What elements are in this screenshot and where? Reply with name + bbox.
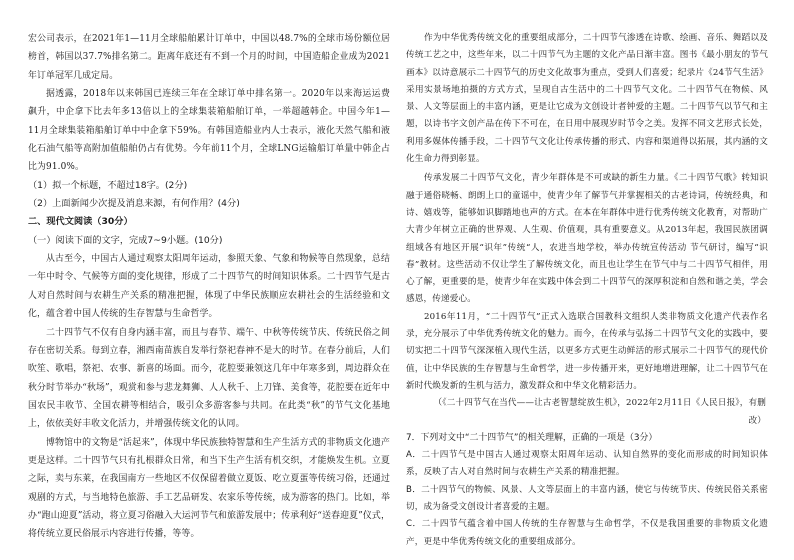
question-2: （2）上面新闻少次提及消息来源，有何作用？(4分): [28, 198, 240, 210]
option-c: C．二十四节气蕴含着中国人传统的生存智慧与生命哲学，不仅是我国重要的非物质文化遗产，更是中华优秀传统文化的重要组成部分。: [406, 519, 768, 547]
passage-paragraph-4: 作为中华优秀传统文化的重要组成部分，二十四节气渗透在诗歌、绘画、音乐、舞蹈以及传统工艺之中，这些年来，以二十四节气为主题的文化产品日渐丰富。图书《最小朋友的节气画本》以诗意展示二十四节气的历史文化故事为重点，受到人们喜爱；纪录片《24节气生活》采用实景场地拍摄的方式方式，呈现自古生活中的二十四节气文化。二十四节气在物候、风景、人文等层面上的丰富内涵，更是让它成为文创设计者钟爱的主题。二十四节气以节气和主题，以诗书字文创产品在传下不可在，在日用中展现岁时节令之美。发挥不同文艺形式长处，利用多媒体传播手段，二十四节气文化让传承传播的形式、内容和渠道得以拓展，其内涵的文化生命力得到彰显。: [406, 33, 768, 165]
passage-paragraph-2: 二十四节气不仅有自身内涵丰富，而且与春节、端午、中秋等传统节庆、传统民俗之间存在密切关系。每到立春，湘西南苗族自发举行祭祀春神不是大的时节。在春分前后，人们吹笙、歌唱，祭祀、农事、新喜的场面。而今，花腔要兼领这几年中年寒多到，周边群众在秋分时节举办“秋场”，观赏和参与悲龙舞狮、人人秋千、上刀锋、美食等，花腔要在近年中国农民丰收节、全国农耕等相结合，吸引众多游客参与共同。在此类“秋”的节气文化基地上，依依美好丰收文化活力，并增强传统文化的认同。: [28, 327, 390, 430]
question-1: （1）拟一个标题，不超过18字。(2分): [28, 179, 188, 191]
option-a: A．二十四节气是中国古人通过观察太阳周年运动、认知自然界的变化而形成的时间知识体系，反映了古人对自然时间与农耕生产关系的精准把握。: [406, 450, 768, 478]
option-b: B．二十四节气的物候、风景、人文等层面上的丰富内涵，使它与传统节庆、传统民俗关系密切，成为备受文创设计者喜爱的主题。: [406, 484, 768, 513]
right-column: [406, 30, 768, 551]
news-paragraph-continued: 宏公司表示，在2021年1—11月全球船舶累计订单中，中国以48.7%的全球市场份额位居榜首，韩国以37.7%排名第二。距离年底还有不到一个月的时间，中国造船企业成为2021年订单冠军几成定局。: [28, 34, 390, 81]
section-heading: 二、现代文阅读（30分）: [28, 216, 133, 228]
passage-paragraph-3: 博物馆中的文物是“活起来”，体现中华民族独特智慧和生产生活方式的非物质文化遗产更是这样。二十四节气只有扎根群众日常，和当下生产生活有机交织，才能焕发生机。立夏之际，卖与东莱，在我国南方一些地区不仅保留着做立夏饭、吃立夏蛋等传统习俗，还通过观剧的方式，与当地特色旅游、手工艺品研发、农家乐等传统，成为游客的热门。比如，举办“跑山迎夏”活动，将立夏习俗融入大运河节气和旅游发展中；传承利好“送春迎夏”仪式，将传统立夏民俗展示内容进行传播，等等。: [28, 437, 390, 540]
source-citation: （《二十四节气在当代——让古老智慧绽放生机》，2022年2月11日《人民日报》，有删改）: [433, 398, 766, 426]
question-7: 7．下列对文中“二十四节气”的相关理解，正确的一项是（3分）: [406, 432, 658, 443]
reading-instructions: （一）阅读下面的文字，完成7~9小题。(10分): [28, 234, 223, 246]
news-paragraph: 据透露，2018年以来韩国已连续三年在全球订单中排名第一。2020年以来海运运费飙升，中企拿下比去年多13倍以上的全球集装箱船舶订单，一举超越韩企。中国今年1—11月全球集装箱船舶订单中中企拿下59%。有韩国造船业内人士表示，液化天然气船和液化石油气船等高附加值船舶仍占有优势。今年前11个月，全球LNG运输船订单量中韩企占比为91.0%。: [28, 89, 390, 173]
left-column: [28, 30, 390, 544]
passage-paragraph-6: 2016年11月，“二十四节气”正式入选联合国教科文组织人类非物质文化遗产代表作名录，充分展示了中华优秀传统文化的魅力。而今，在传承与弘扬二十四节气文化的实践中，要切实把二十四节气深深植入现代生活，以更多方式更生动鲜活的形式展示二十四节气的现代价值，让中华民族的生存智慧与生命哲学，进一步传播开来，更好地增进理解，让二十四节气在新时代焕发新的生机与活力，激发群众和中华文化精彩活力。: [406, 311, 768, 391]
passage-paragraph-1: 从古至今，中国古人通过观察太阳周年运动，参照天象、气象和物候等自然现象，总结一年中时令、气候等方面的变化规律，形成了二十四节气的时间知识体系。二十四节气是古人对自然时间与农耕生产关系的精准把握，体现了中华民族顺应农耕社会的生活经验和文化，蕴含着中国人传统的生存智慧与生命哲学。: [28, 254, 390, 320]
passage-paragraph-5: 传承发展二十四节气文化，青少年群体是不可或缺的新生力量。《二十四节气歌》转知识融于通俗晓畅、朗朗上口的童谣中，使青少年了解节气并掌握相关的古老诗词，传统经典，和诗、嬉戏等，能够如识脚踏地也声的方式。在本在年群体中进行优秀传统文化教育，对帮助广大青少年树立正确的世界观、人生观、价值观，具有重要意义。从2013年起，我国民族团调组域各有地区开展“识年”传统“人，农进当地学校，举办传统宣传活动 节气研讨，编写“识春”教材。这些活动不仅让学生了解传统文化，而且也让学生在节气中与二十四节气相伴，用心了解，更重要的是，使青少年在实践中体会到二十四节气的深厚积淀和自然和谐之美，学会感恩，传递爱心。: [406, 173, 769, 305]
